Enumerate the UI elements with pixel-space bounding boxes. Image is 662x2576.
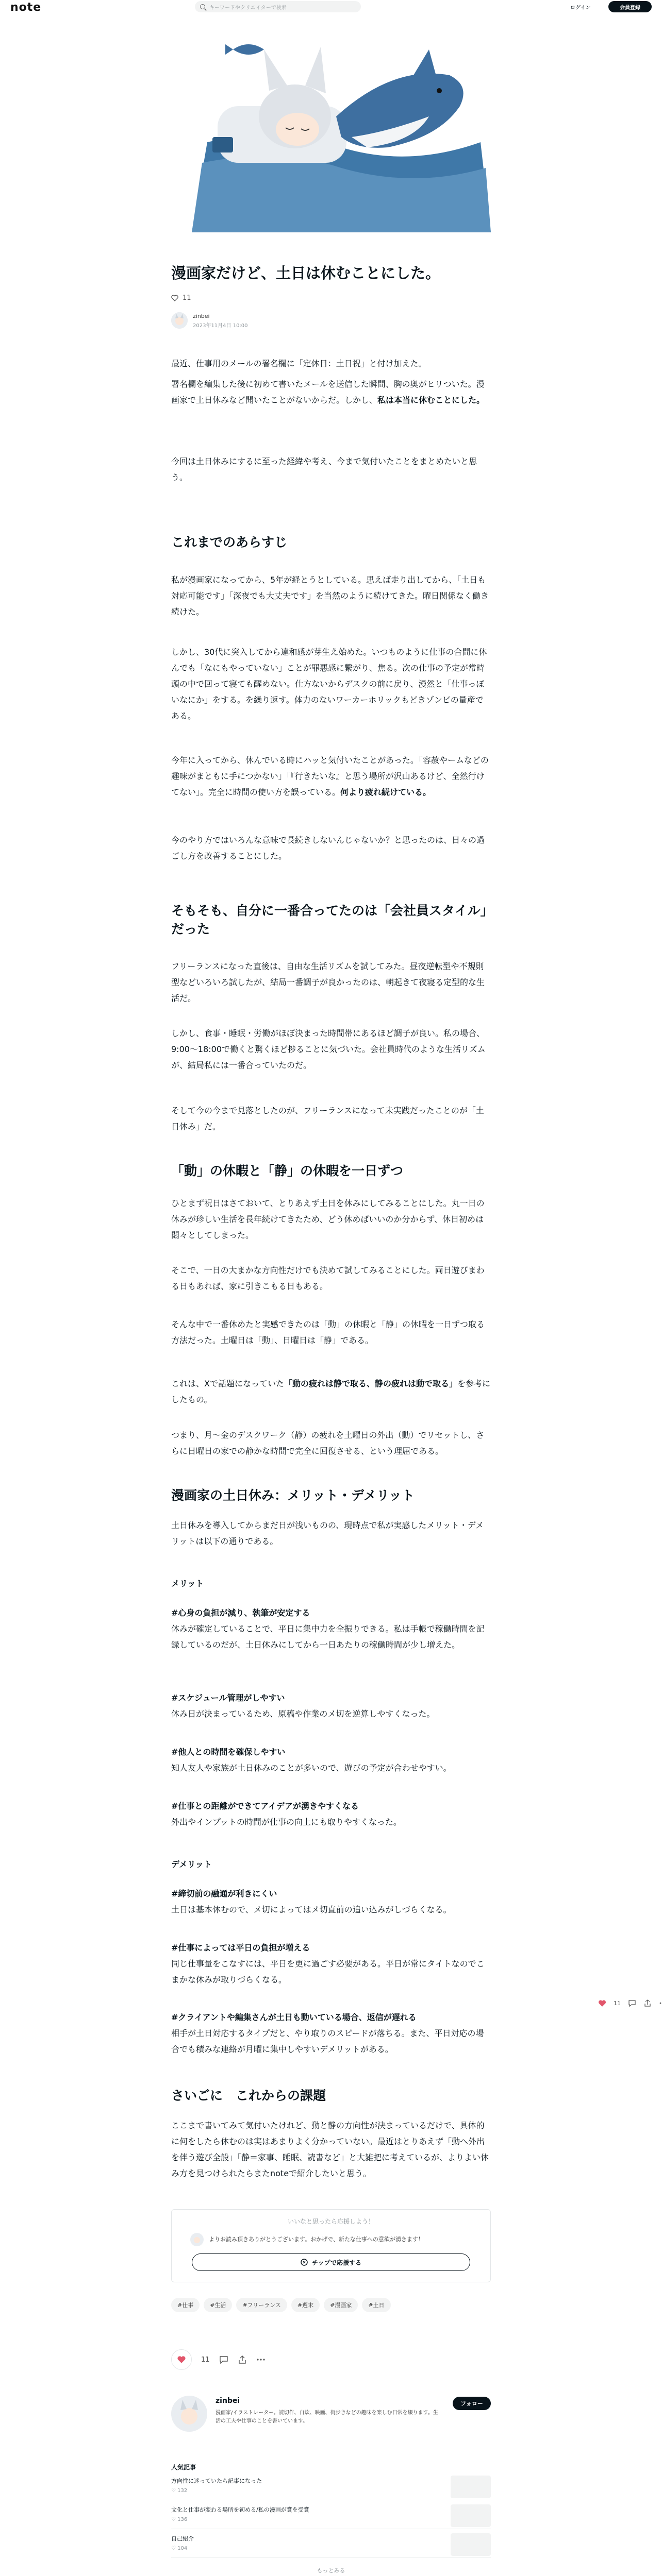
follow-button[interactable]: フォロー bbox=[453, 2397, 491, 2410]
heart-icon bbox=[171, 295, 178, 301]
popular-item-thumbnail bbox=[451, 2533, 491, 2556]
point-heading: #締切前の融通が利きにくい bbox=[171, 1889, 277, 1899]
more-link[interactable]: もっとみる bbox=[317, 2567, 345, 2574]
signup-button[interactable]: 会員登録 bbox=[608, 1, 652, 12]
comment-icon[interactable] bbox=[628, 1999, 636, 2007]
paragraph: そんな中で一番休めたと実感できたのは「動」の休暇と「静」の休暇を一日ずつ取る方法だった。土曜日は「動」、日曜日は「静」である。 bbox=[171, 1319, 485, 1345]
floating-actions bbox=[598, 1999, 662, 2007]
list-item[interactable] bbox=[171, 2471, 491, 2500]
list-item[interactable] bbox=[171, 2500, 491, 2529]
point-heading: #心身の負担が減り、執筆が安定する bbox=[171, 1608, 310, 1618]
paragraph: しかし、食事・睡眠・労働がほぼ決まった時間帯にあるほど調子が良い。私の場合、9:00〜18:00で働くと驚くほど捗ることに気づいた。会社員時代のような生活リズムが、結局私には一番合っていたのだ。 bbox=[171, 1028, 486, 1070]
like-count: 11 bbox=[183, 294, 191, 302]
bold-text: 何より疲れ続けている。 bbox=[340, 787, 432, 797]
paragraph: そこで、一日の大まかな方向性だけでも決めて試してみることにした。両日遊びまわる日もあれば、家に引きこもる日もある。 bbox=[171, 1265, 485, 1291]
tag-list bbox=[171, 2298, 391, 2312]
paragraph: 休み日が決まっているため、原稿や作業のメ切を逆算しやすくなった。 bbox=[171, 1709, 435, 1719]
login-link[interactable]: ログイン bbox=[570, 5, 591, 11]
comment-icon[interactable] bbox=[219, 2355, 228, 2364]
popular-item-count: ♡ 104 bbox=[171, 2546, 188, 2551]
creator-name[interactable]: zinbei bbox=[216, 2397, 240, 2405]
subheading-merit: メリット bbox=[171, 1579, 204, 1588]
popular-item-thumbnail bbox=[451, 2476, 491, 2498]
paragraph: つまり、月〜金のデスクワーク（静）の疲れを土曜日の外出（動）でリセットし、さらに日曜日の家での静かな時間で完全に回復させる、という理屈である。 bbox=[171, 1430, 485, 1456]
post-date: 2023年11月4日 10:00 bbox=[193, 323, 248, 329]
point-heading: #仕事との距離ができてアイデアが湧きやすくなる bbox=[171, 1801, 359, 1811]
section-heading: そもそも、自分に一番合ってたのは「会社員スタイル」だった bbox=[171, 903, 487, 937]
paragraph: ここまで書いてみて気付いたけれど、動と静の方向性が決まっているだけで、具体的に何をしたら休むのは実はあまりよく分かっていない。最近はとりあえず「動へ外出を伴う遊び全般」「静＝家事、睡眠、読書など」と大雑把に考えているが、よりよい休み方を見つけられたらまたnoteで紹介したいと思う。 bbox=[171, 2121, 489, 2178]
paragraph: 私が漫画家になってから、5年が経とうとしている。思えば走り出してから、「土日も対応可能です」「深夜でも大丈夫です」を当然のように続けてきた。曜日関係なく働き続けた。 bbox=[171, 575, 489, 617]
support-title: いいなと思ったら応援しよう！ bbox=[287, 2218, 374, 2225]
paragraph: 今のやり方ではいろんな意味で長続きしないんじゃないか？と思ったのは、日々の過ごし方を改善することにした。 bbox=[171, 835, 485, 861]
popular-item-count: ♡ 136 bbox=[171, 2517, 188, 2522]
heart-icon bbox=[177, 2355, 186, 2364]
section-heading: さいごに これからの課題 bbox=[171, 2088, 326, 2103]
article-title: 漫画家だけど、土日は休むことにした。 bbox=[171, 264, 441, 282]
share-icon[interactable] bbox=[643, 1999, 652, 2007]
popular-articles bbox=[171, 2463, 491, 2574]
popular-item-title: 自己紹介 bbox=[171, 2535, 194, 2542]
search-input[interactable] bbox=[195, 1, 361, 12]
author-avatar[interactable] bbox=[171, 312, 188, 329]
support-box bbox=[171, 2209, 491, 2282]
creator-description: 漫画家/イラストレーター。読切作、自炊、映画、街歩きなどの趣味を楽しむ日常を綴ります。生活の工夫や仕事のことを書いています。 bbox=[216, 2410, 438, 2424]
like-button[interactable] bbox=[171, 2349, 192, 2370]
paragraph: ひとまず祝日はさておいて、とりあえず土日を休みにしてみることにした。丸一日の休みが珍しい生活を長年続けてきたため、どう休めばいいのか分からず、休日初めは悶々としてしまった。 bbox=[171, 1198, 485, 1240]
paragraph: しかし、30代に突入してから違和感が芽生え始めた。いつものように仕事の合間に休んでも「なにもやっていない」ことが罪悪感に繋がり、焦る。次の仕事の予定が常時頭の中で回って寝ても醒めない。仕方ないからデスクの前に戻り、漫然と「仕事っぽいなにか」をする。を繰り返す。体力のないワーカーホリックもどきゾンビの量産である。 bbox=[171, 647, 487, 721]
point-heading: #仕事によっては平日の負担が増える bbox=[171, 1943, 310, 1953]
like-count: 11 bbox=[201, 2355, 210, 2364]
author-row[interactable] bbox=[171, 312, 248, 329]
popular-item-title: 文化と仕事が変わる場所を初める/私の漫画が賞を受賞 bbox=[171, 2506, 309, 2513]
popular-title: 人気記事 bbox=[171, 2464, 196, 2471]
popular-item-count: ♡ 132 bbox=[171, 2488, 188, 2494]
paragraph: 休みが確定していることで、平日に集中力を全振りできる。私は手帳で稼働時間を記録しているのだが、土日休みにしてから一日あたりの稼働時間が少し増えた。 bbox=[171, 1624, 485, 1650]
search-placeholder: キーワードやクリエイターで検索 bbox=[209, 5, 287, 11]
floating-like-count: 11 bbox=[614, 1999, 621, 2007]
bold-text: 「動の疲れは静で取る、静の疲れは動で取る」 bbox=[284, 1379, 457, 1388]
paragraph: 外出やインプットの時間が仕事の向上にも取りやすくなった。 bbox=[171, 1817, 402, 1827]
popular-item-thumbnail bbox=[451, 2504, 491, 2527]
support-message: よりお読み頂きありがとうございます。おかげで、新たな仕事への意欲が湧きます！ bbox=[209, 2236, 424, 2243]
point-heading: #クライアントや編集さんが土日も動いている場合、返信が遅れる bbox=[171, 2012, 417, 2022]
article-actions bbox=[171, 2349, 266, 2370]
tag-chip[interactable]: #生活 bbox=[204, 2298, 232, 2312]
site-header bbox=[0, 0, 662, 14]
creator-card bbox=[171, 2396, 491, 2445]
paragraph: 署名欄を編集した後に初めて書いたメールを送信した瞬間、胸の奥がヒリついた。漫画家で土日休みなど聞いたことがないからだ。しかし、私は本当に休むことにした。 bbox=[171, 379, 485, 405]
tag-chip[interactable]: #仕事 bbox=[171, 2298, 200, 2312]
more-icon[interactable] bbox=[659, 1999, 662, 2007]
tip-button[interactable] bbox=[192, 2253, 470, 2271]
paragraph: 土日休みを導入してからまだ日が浅いものの、現時点で私が実感したメリット・デメリットは以下の通りである。 bbox=[171, 1520, 484, 1546]
point-heading: #スケジュール管理がしやすい bbox=[171, 1693, 285, 1703]
tag-chip[interactable]: #週末 bbox=[291, 2298, 320, 2312]
support-message-row bbox=[190, 2233, 472, 2246]
list-item[interactable] bbox=[171, 2529, 491, 2558]
bold-text: 私は本当に休むことにした。 bbox=[377, 395, 485, 405]
tag-chip[interactable]: #漫画家 bbox=[324, 2298, 358, 2312]
paragraph: 同じ仕事量をこなすには、平日を更に過ごす必要がある。平日が常にタイトなのでこまかな休みが取りづらくなる。 bbox=[171, 1959, 485, 1985]
section-heading: 漫画家の土日休み：メリット・デメリット bbox=[171, 1488, 415, 1503]
note-logo[interactable]: note bbox=[10, 1, 42, 14]
paragraph: 今回は土日休みにするに至った経緯や考え、今まで気付いたことをまとめたいと思う。 bbox=[171, 456, 477, 482]
tag-chip[interactable]: #フリーランス bbox=[236, 2298, 287, 2312]
tag-chip[interactable]: #土日 bbox=[362, 2298, 390, 2312]
paragraph: 知人友人や家族が土日休みのことが多いので、遊びの予定が合わせやすい。 bbox=[171, 1763, 452, 1773]
point-heading: #他人との時間を確保しやすい bbox=[171, 1747, 286, 1757]
creator-avatar[interactable] bbox=[171, 2396, 207, 2432]
author-name[interactable]: zinbei bbox=[193, 312, 210, 319]
section-heading: これまでのあらすじ bbox=[171, 535, 288, 550]
section-heading: 「動」の休暇と「静」の休暇を一日ずつ bbox=[171, 1163, 404, 1178]
paragraph: 土日は基本休むので、メ切によってはメ切直前の追い込みがしづらくなる。 bbox=[171, 1905, 452, 1914]
tip-icon bbox=[301, 2259, 308, 2266]
hero-illustration bbox=[171, 19, 491, 232]
paragraph: そして今の今まで見落としたのが、フリーランスになって未実践だったことのが「土日休み」だ。 bbox=[171, 1106, 484, 1131]
paragraph: 今年に入ってから、休んでいる時にハッと気付いたことがあった。「容赦やームなどの趣味がまともに手につかない」「『行きたいな』と思う場所が沢山あるけど、全然行けてない」。完全に時間の使い方を誤っている。何より疲れ続けている。 bbox=[171, 755, 489, 797]
more-icon[interactable] bbox=[256, 2355, 266, 2364]
paragraph: 最近、仕事用のメールの署名欄に「定休日：土日祝」と付け加えた。 bbox=[171, 359, 427, 368]
heart-icon[interactable] bbox=[598, 1999, 606, 2007]
paragraph: これは、Xで話題になっていた「動の疲れは静で取る、静の疲れは動で取る」を参考にしたもの。 bbox=[171, 1379, 490, 1404]
search-icon bbox=[200, 4, 205, 9]
subheading-demerit: デメリット bbox=[171, 1859, 212, 1869]
paragraph: 相手が土日対応するタイプだと、やり取りのスピードが落ちる。また、平日対応の場合でも積みな連絡が月曜に集中しやすいデメリットがある。 bbox=[171, 2028, 484, 2054]
tip-button-label: チップで応援する bbox=[311, 2259, 361, 2266]
share-icon[interactable] bbox=[238, 2355, 247, 2364]
paragraph: フリーランスになった直後は、自由な生活リズムを試してみた。昼夜逆転型や不規則型などいろいろ試したが、結局一番調子が良かったのは、朝起きて夜寝る定型的な生活だ。 bbox=[171, 961, 485, 1003]
popular-item-title: 方向性に迷っていたら記事になった bbox=[171, 2478, 262, 2484]
author-avatar bbox=[190, 2233, 204, 2246]
title-like-count[interactable] bbox=[171, 294, 191, 302]
